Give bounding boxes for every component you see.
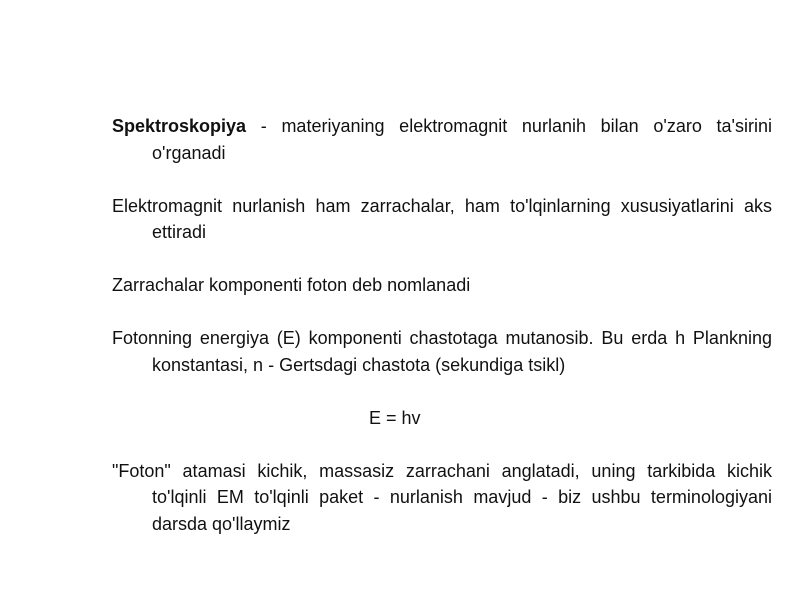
paragraph-text: Fotonning energiya (E) komponenti chastotaga mutanosib. Bu erda h Plankning konstantasi, n - Gertsdagi chastota (sekundiga tsikl) bbox=[112, 328, 772, 375]
paragraph-photon-term bbox=[112, 458, 772, 538]
paragraph-text: - materiyaning elektromagnit nurlanih bilan o'zaro ta'sirini o'rganadi bbox=[152, 116, 772, 163]
slide-body bbox=[112, 113, 772, 564]
paragraph-photon-component bbox=[112, 272, 772, 299]
paragraph-text: Zarrachalar komponenti foton deb nomlanadi bbox=[112, 275, 471, 295]
paragraph-text: Elektromagnit nurlanish ham zarrachalar, ham to'lqinlarning xususiyatlarini aks ettiradi bbox=[112, 195, 772, 242]
term-spektroskopiya: Spektroskopiya bbox=[112, 116, 247, 136]
paragraph-text: "Foton" atamasi kichik, massasiz zarrachani anglatadi, uning tarkibida kichik to'lqinli EM to'lqinli paket - nurlanish mavjud - biz ushbu terminologiyani darsda qo'llaymiz bbox=[112, 460, 772, 534]
paragraph-em-radiation bbox=[112, 193, 772, 246]
paragraph-spectroscopy-definition bbox=[112, 113, 772, 166]
formula-text: E = hv bbox=[369, 407, 421, 428]
paragraph-photon-energy bbox=[112, 325, 772, 378]
formula-energy bbox=[112, 405, 772, 432]
